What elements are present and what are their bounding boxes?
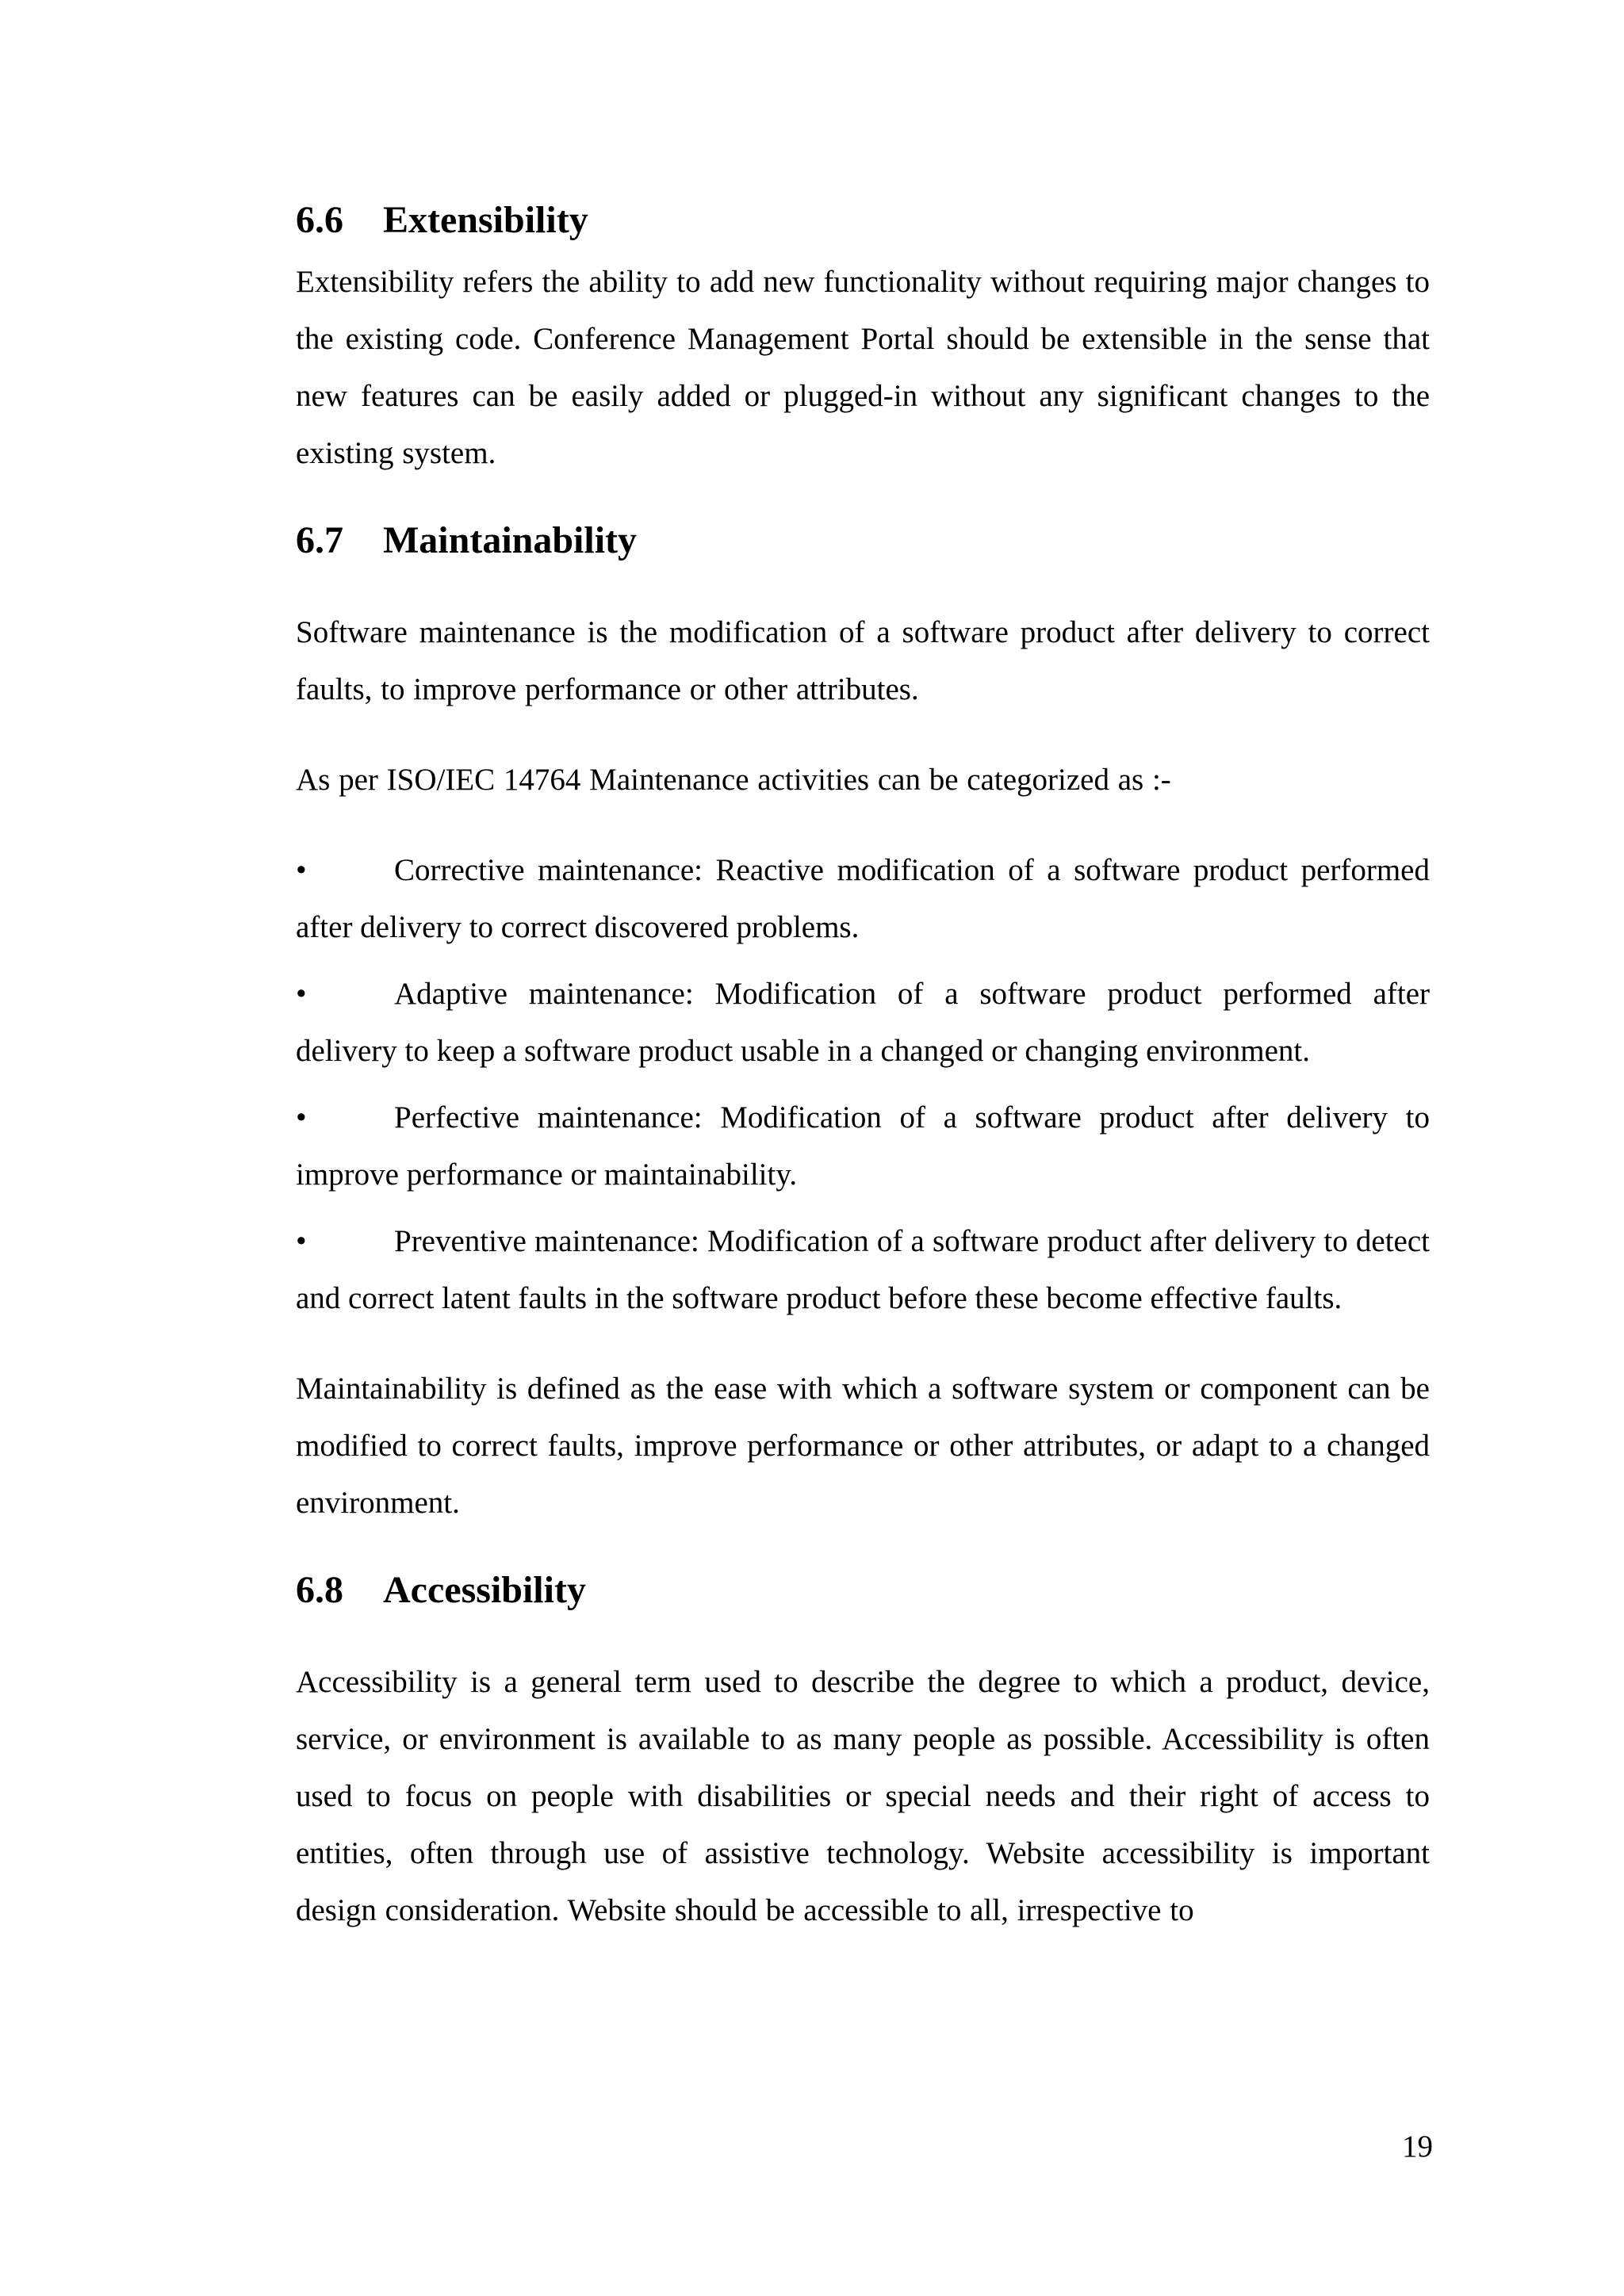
maintainability-paragraph-ease: Maintainability is defined as the ease with which a software system or component can be modified to correct faults, improve performance or other attributes, or adapt to a changed environment. — [296, 1372, 1430, 1520]
extensibility-paragraph: Extensibility refers the ability to add new functionality without requiring major changes to the existing code. Conference Management Portal should be extensible in the sense that new features can be easily added or plugged-in without any significant changes to the existing system. — [296, 265, 1430, 470]
maintainability-paragraph-categories: As per ISO/IEC 14764 Maintenance activities can be categorized as :- — [296, 763, 1171, 797]
list-item — [296, 842, 1430, 956]
section-heading-extensibility — [296, 195, 1430, 246]
section-title: Maintainability — [383, 519, 638, 561]
bullet-icon: • — [296, 977, 307, 1011]
section-heading-accessibility — [296, 1565, 1430, 1616]
list-item-text: Adaptive maintenance: Modification of a software product performed after delivery to keep a software product usable in a changed or changing environment. — [296, 977, 1430, 1068]
maintainability-paragraph-definition: Software maintenance is the modification of a software product after delivery to correct faults, to improve performance or other attributes. — [296, 615, 1430, 706]
maintenance-bullet-list — [296, 842, 1430, 1327]
list-item-text: Corrective maintenance: Reactive modification of a software product performed after delivery to correct discovered problems. — [296, 853, 1430, 944]
section-number: 6.8 — [296, 1569, 343, 1611]
list-item-text: Perfective maintenance: Modification of a software product after delivery to improve performance or maintainability. — [296, 1100, 1430, 1192]
bullet-icon: • — [296, 1224, 307, 1258]
section-heading-maintainability — [296, 515, 1430, 566]
bullet-icon: • — [296, 853, 307, 887]
page-content — [296, 195, 1430, 1939]
list-item — [296, 1089, 1430, 1203]
list-item-text: Preventive maintenance: Modification of a software product after delivery to detect and correct latent faults in the software product before these become effective faults. — [296, 1224, 1430, 1315]
section-number: 6.6 — [296, 199, 343, 241]
section-number: 6.7 — [296, 519, 343, 561]
bullet-icon: • — [296, 1100, 307, 1135]
list-item — [296, 1213, 1430, 1327]
page-number: 19 — [1402, 2130, 1433, 2164]
section-title: Extensibility — [383, 199, 588, 241]
section-title: Accessibility — [383, 1569, 586, 1611]
accessibility-paragraph: Accessibility is a general term used to describe the degree to which a product, device, service, or environment is available to as many people as possible. Accessibility is often used to focus on people with disabilities or special needs and their right of access to entities, often through use of assistive technology. Website accessibility is important design consideration. Website should be accessible to all, irrespective to — [296, 1665, 1430, 1927]
list-item — [296, 966, 1430, 1080]
